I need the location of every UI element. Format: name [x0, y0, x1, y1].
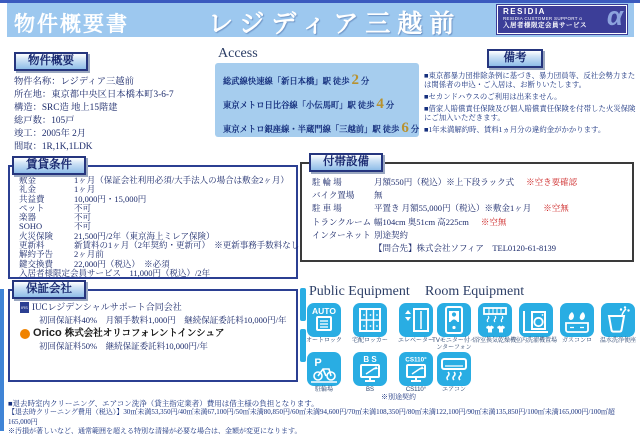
facility-row: バイク置場 無	[312, 190, 383, 201]
page-edge-bar	[300, 288, 306, 321]
logo-brand: RESIDIA	[503, 7, 546, 16]
equipment-caption: CS110°	[405, 387, 427, 393]
access-box	[215, 63, 419, 137]
rental-row: SOHO 不可	[19, 221, 92, 232]
separate-contract-note: ※別途契約	[381, 393, 416, 401]
aircon-icon	[437, 352, 471, 386]
equipment-washer-space	[519, 303, 553, 337]
svg-text:P: P	[314, 357, 322, 369]
overview-line: 所在地：東京都中央区日本橋本町3-6-7	[14, 90, 174, 100]
equipment-caption: 温水洗浄便座	[599, 338, 636, 344]
logo-subtitle: RESIDIA CUSTOMER SUPPORT α	[503, 16, 583, 21]
delivery-locker-icon	[353, 303, 387, 337]
svg-text:AUTO: AUTO	[312, 306, 336, 316]
section-header-overview: 物件概要	[14, 52, 88, 71]
access-route: 東京メトロ日比谷線「小伝馬町」駅 徒歩 4 分	[223, 96, 395, 112]
document-title: 物件概要書	[14, 12, 129, 36]
guarantor-terms-2: 初回保証料50% 継続保証委託料10,000円/年	[39, 341, 208, 351]
walk-minutes: 4	[376, 96, 384, 112]
remarks-list	[424, 71, 636, 137]
room-equipment-heading: Room Equipment	[425, 284, 525, 299]
equipment-caption: オートロック	[306, 338, 342, 344]
overview-line: 総戸数：105戸	[14, 116, 75, 126]
equipment-autolock	[307, 303, 341, 337]
alpha-glyph: α	[606, 5, 623, 31]
bs-antenna-icon	[353, 352, 387, 386]
facility-row: 駐 輪 場 月額550円（税込）※上下段ラック式 ※空き要確認	[312, 176, 628, 189]
equipment-caption: エレベーター	[397, 338, 434, 344]
page-edge-bar	[300, 329, 306, 362]
footnote-line: 【退去時クリーニング費用（税込）】30㎡未満53,350円/40㎡未満67,100円/50㎡未満80,850円/60㎡未満94,600円/70㎡未満108,350円/80㎡未満122,100円/90㎡未満135,850円/100㎡未満165,000円/100㎡超165,000円	[8, 408, 615, 426]
walk-minutes: 2	[351, 72, 360, 88]
remark-item: ■借家人賠償責任保険及び個人賠償責任保険を付帯した火災保険にご加入いただきます。	[424, 103, 636, 123]
bathroom-dryer-icon	[478, 303, 512, 337]
footnotes	[8, 399, 636, 437]
elevator-icon	[399, 303, 433, 337]
availability-note: ※空き要確認	[526, 177, 578, 187]
overview-line: 竣工：2005年 2月	[14, 129, 87, 139]
bicycle-parking-icon	[307, 352, 341, 386]
guarantor-company-2: Orico 株式会社オリコフォレントインシュア	[20, 327, 292, 340]
residia-logo	[497, 5, 627, 34]
remark-item: ■東京都暴力団排除条例に基づき、暴力団員等、反社会勢力または関係者の申込・ご入居は、お断りいたします。	[424, 71, 636, 90]
section-header-facilities: 付帯設備	[309, 153, 383, 172]
page-edge-strip	[0, 289, 4, 431]
facilities-box	[300, 162, 634, 262]
rental-row: 共益費 10,000円・15,000円	[19, 193, 147, 204]
access-heading: Access	[218, 46, 258, 61]
rental-extra-row: 入居者様限定会員サービス 11,000円（税込）/2年	[19, 267, 211, 278]
remark-item: ■1年未満解約時、賃料1ヵ月分の違約金がかかります。	[424, 124, 606, 134]
rental-row: 敷金 1ヶ月（保証会社利用必須/大手法人の場合は敷金2ヶ月）	[19, 175, 289, 185]
rental-row: ペット 不可	[19, 202, 92, 213]
footnote-line: ■退去時室内クリーニング、エアコン洗浄（貸主指定業者）費用は借主様の負担となります。	[8, 399, 319, 408]
equipment-aircon	[437, 352, 471, 386]
equipment-intercom	[437, 303, 471, 337]
section-header-remarks: 備考	[487, 49, 543, 68]
rental-conditions-box	[8, 165, 298, 279]
equipment-cs	[399, 352, 433, 386]
equipment-elevator	[399, 303, 433, 337]
svg-text:B S: B S	[363, 355, 377, 364]
equipment-caption: TVモニター付インターフォン	[432, 338, 476, 351]
availability-note: ※空無	[480, 216, 507, 227]
equipment-caption: エアコン	[442, 387, 466, 393]
facility-row: インターネット 別途契約	[312, 229, 409, 240]
guarantor-box	[8, 289, 298, 382]
property-name-title: レジディア三越前	[208, 11, 462, 38]
rental-row: 解約予告 2ヶ月前	[19, 249, 104, 260]
facility-row: 【問合先】株式会社ソフィア TEL0120-61-8139	[374, 243, 557, 254]
facility-row: 駐 車 場 平置き 月額55,000円（税込）※敷金1ヶ月 ※空無	[312, 202, 628, 215]
equipment-caption: ガスコンロ	[561, 338, 592, 344]
access-route: 東京メトロ銀座線・半蔵門線「三越前」駅 徒歩 6 分	[223, 120, 420, 136]
rental-row: 鍵交換費 22,000円（税込） ※必須	[19, 258, 170, 269]
walk-minutes: 6	[401, 120, 409, 136]
orico-logo-icon	[20, 329, 30, 339]
washer-icon	[519, 303, 553, 337]
logo-service-label: 入居者様限定会員サービス	[503, 22, 587, 29]
availability-note: ※空無	[543, 203, 569, 214]
equipment-gas-stove	[560, 303, 594, 337]
section-header-rental: 賃貸条件	[12, 156, 86, 175]
facility-row: トランクルーム 幅104cm 奥51cm 高225cm ※空無	[312, 216, 628, 229]
equipment-caption: BS	[365, 387, 374, 393]
equipment-caption: 浴室換気乾燥機	[473, 338, 516, 344]
overview-lines	[14, 76, 174, 154]
equipment-delivery-locker	[353, 303, 387, 337]
washlet-icon	[601, 303, 635, 337]
equipment-caption: 駐輪場	[314, 387, 333, 393]
guarantor-terms-1: 初回保証料40% 月額手数料1,000円 継続保証委託料10,000円/年	[39, 315, 287, 325]
overview-line: 間取：1R,1K,1LDK	[14, 142, 93, 152]
guarantor-company-1: IRS IUCレジデンシャルサポート合同会社	[21, 302, 182, 312]
autolock-icon	[307, 303, 341, 337]
gas-stove-icon	[560, 303, 594, 337]
equipment-bath-dryer	[478, 303, 512, 337]
tv-intercom-icon	[437, 303, 471, 337]
equipment-bicycle-parking	[307, 352, 341, 386]
section-header-guarantor: 保証会社	[12, 280, 86, 299]
overview-line: 物件名称：レジディア三越前	[14, 77, 134, 87]
footnote-line: ※汚損が著しいなど、通常範囲を超える特別な清掃が必要な場合は、金額が変更になります。	[8, 427, 302, 436]
equipment-caption: 宅配ロッカー	[352, 338, 388, 344]
overview-line: 構造：SRC造 地上15階建	[14, 103, 118, 113]
iuc-logo: IRS	[20, 302, 29, 313]
equipment-bs	[353, 352, 387, 386]
rental-row: 楽器 不可	[19, 212, 92, 223]
equipment-caption: 室内洗濯機置場	[514, 338, 557, 344]
rental-row: 火災保険 21,500円/2年（東京海上ミレア保険）	[19, 230, 215, 241]
remark-item: ■セカンドハウスのご利用は出来ません。	[424, 92, 562, 102]
public-equipment-heading: Public Equipment	[309, 284, 410, 299]
svg-text:CS110°: CS110°	[405, 356, 427, 364]
rental-row: 礼金 1ヶ月	[19, 184, 96, 195]
access-route: 総武線快速線「新日本橋」駅 徒歩 2 分	[223, 72, 370, 88]
cs-antenna-icon	[399, 352, 433, 386]
rental-row: 更新料 新賃料の1ヶ月（2年契約・更新可） ※更新事務手数料なし	[19, 240, 300, 251]
equipment-washlet	[601, 303, 635, 337]
